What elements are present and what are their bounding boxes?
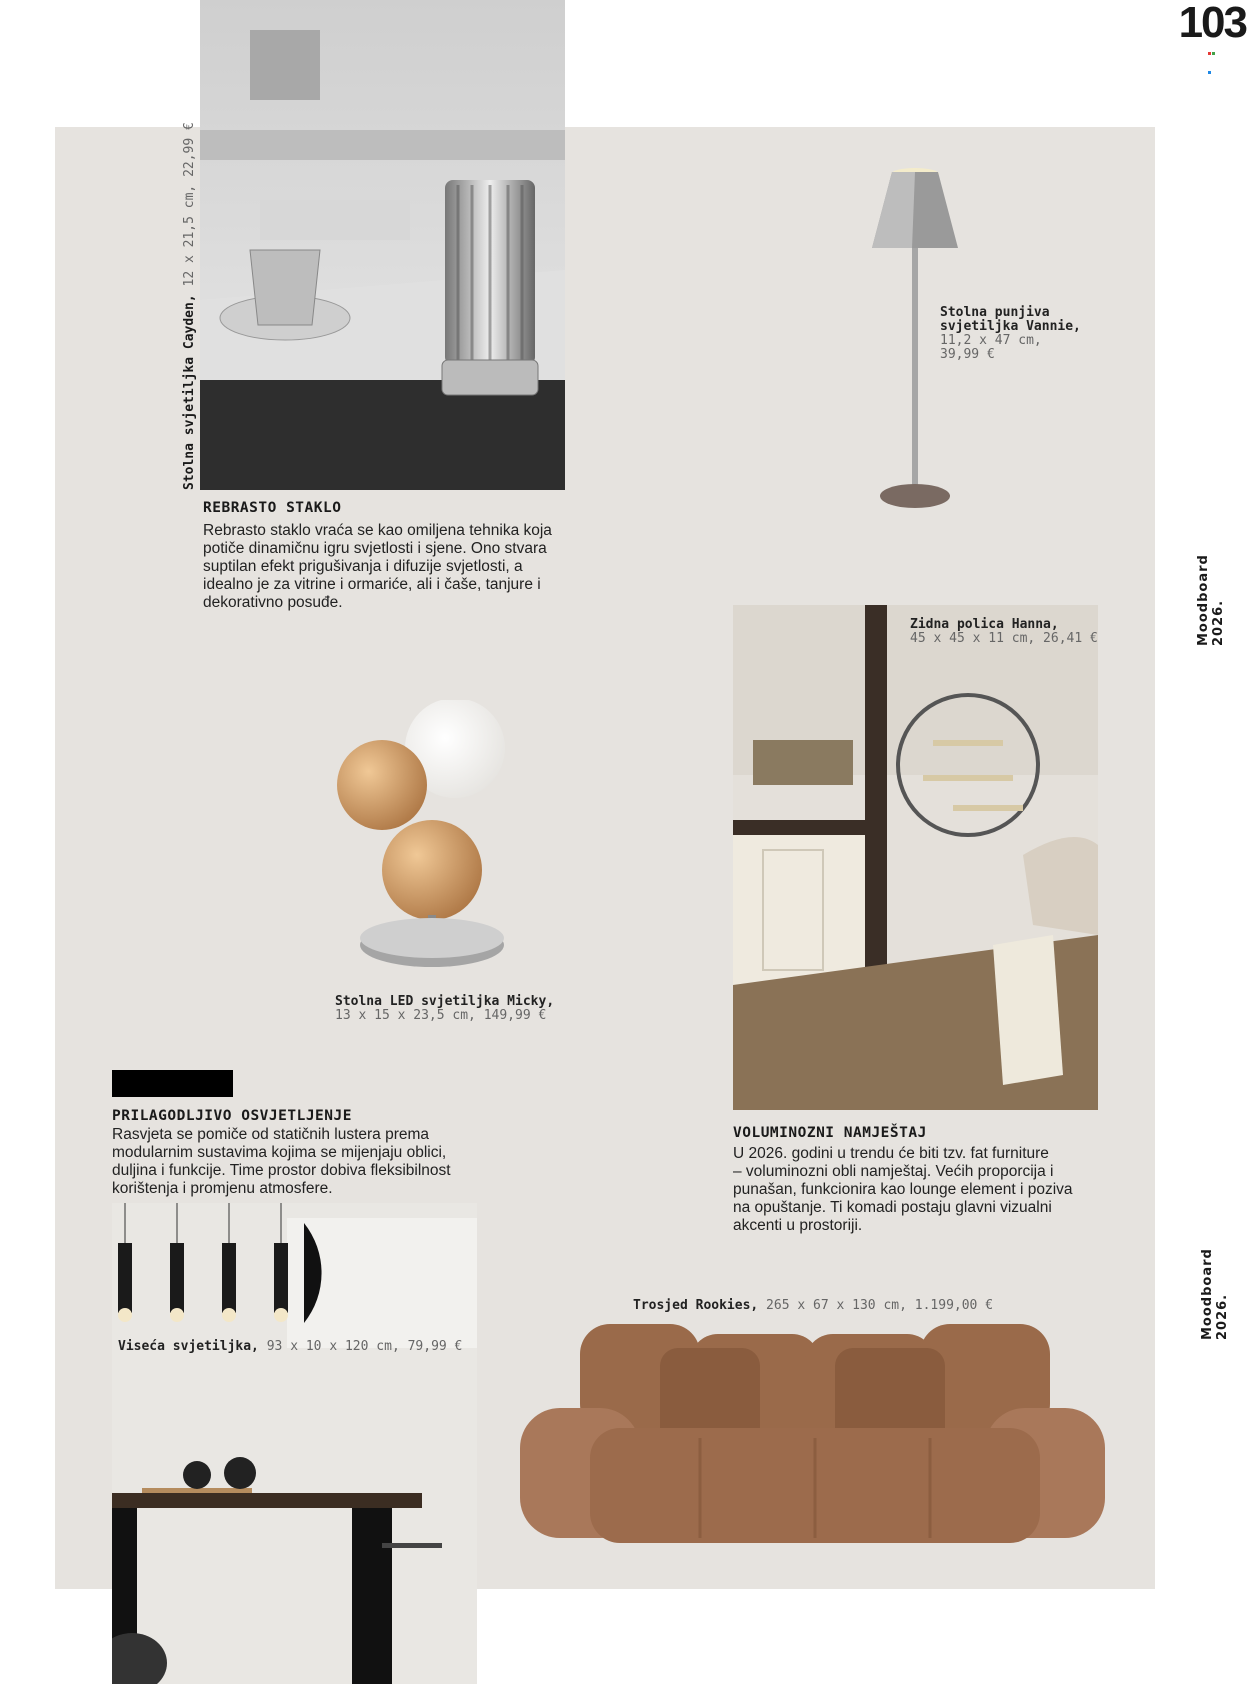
side-label-top: Moodboard 2026.: [1196, 554, 1226, 646]
voluminozni-title: VOLUMINOZNI NAMJEŠTAJ: [733, 1125, 927, 1141]
black-accent-bar: [112, 1070, 233, 1097]
rookies-sofa-image: [520, 1318, 1105, 1548]
rookies-caption: Trosjed Rookies, 265 x 67 x 130 cm, 1.199,00 €: [633, 1298, 994, 1313]
hanna-caption: Zidna polica Hanna, 45 x 45 x 11 cm, 26,41 €: [910, 617, 1098, 646]
side-label-bottom: Moodboard 2026.: [1200, 1248, 1230, 1340]
pendant-caption: Viseća svjetiljka, 93 x 10 x 120 cm, 79,99 €: [118, 1339, 463, 1354]
rebrasto-title: REBRASTO STAKLO: [203, 500, 342, 516]
micky-caption: Stolna LED svjetiljka Micky, 13 x 15 x 23,5 cm, 149,99 €: [335, 994, 555, 1023]
page-number-accent: [1208, 40, 1218, 44]
vannie-caption: Stolna punjiva svjetiljka Vannie, 11,2 x 47 cm, 39,99 €: [940, 305, 1081, 362]
prilagodljivo-title: PRILAGODLJIVO OSVJETLJENJE: [112, 1108, 352, 1124]
rebrasto-text: Rebrasto staklo vraća se kao omiljena tehnika koja potiče dinamičnu igru svjetlosti i sjene. Ono stvara suptilan efekt prigušivanja i difuzije svjetlosti, a idealno je za vitrine i ormariće, ali i čaše, tanjure i dekorativno posuđe.: [203, 522, 552, 611]
voluminozni-text: U 2026. godini u trendu će biti tzv. fat furniture – voluminozni obli namještaj. Većih proporcija i punašan, funkcionira kao lounge element i poziva na opuštanje. Ti komadi postaju glavni vizualni akcenti u prostoriji.: [733, 1145, 1073, 1234]
cayden-lamp-photo: [200, 0, 565, 490]
cayden-details: 12 x 21,5 cm, 22,99 €: [182, 122, 197, 295]
page-number: 103: [1178, 0, 1246, 47]
cayden-name: Stolna svjetiljka Cayden,: [182, 294, 197, 490]
hanna-shelf-photo: [733, 605, 1098, 1110]
cayden-caption: [182, 122, 197, 490]
micky-lamp-image: [330, 700, 530, 975]
pendant-lamp-photo: [112, 1203, 477, 1684]
prilagodljivo-text: Rasvjeta se pomiče od statičnih lustera prema modularnim sustavima kojima se mijenjaju oblici, duljina i funkcije. Time prostor dobiva fleksibilnost korištenja i promjenu atmosfere.: [112, 1126, 451, 1197]
